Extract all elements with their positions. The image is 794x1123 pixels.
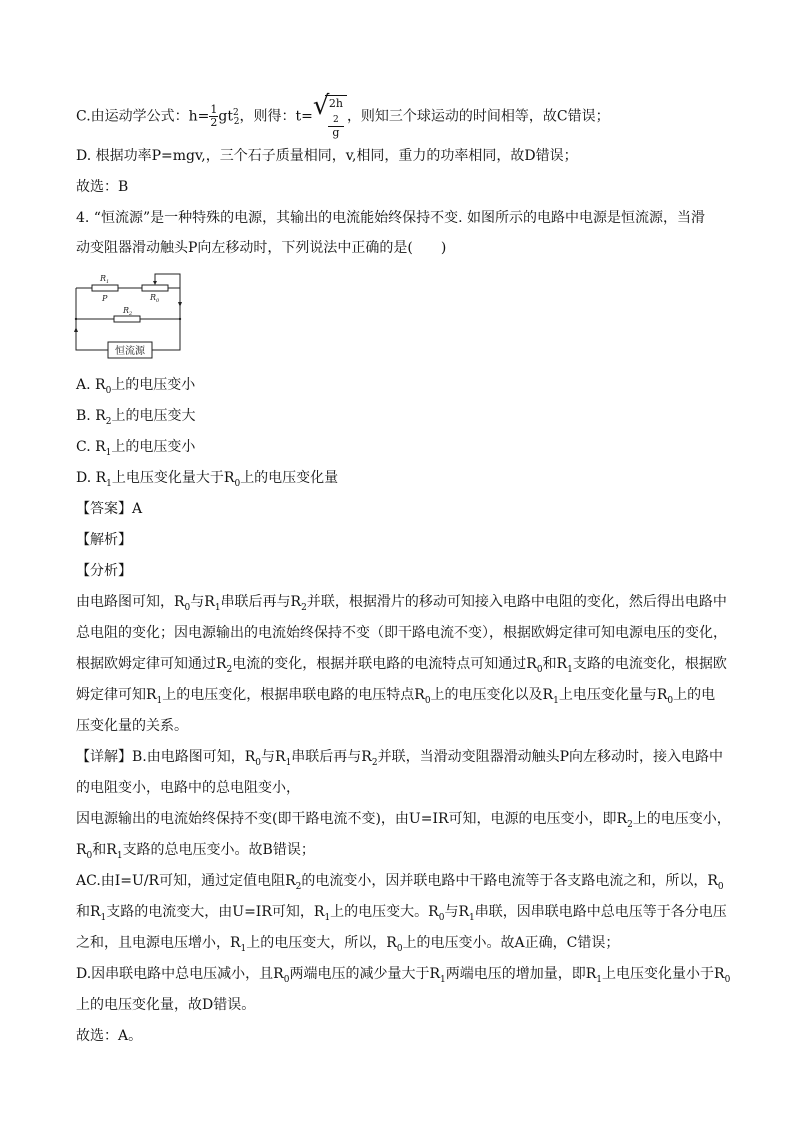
detail-line-6: 和$R_1$支路的电流变大，由U=IR可知，$R_1$上的电压变大。$R_0$与$R_1$串联，因串联电路中总电压等于各分电压 bbox=[76, 904, 727, 923]
analysis-line-5: 压变化量的关系。 bbox=[76, 718, 188, 734]
solution-line-c: C.由运动学公式：h= $\frac{1}{2}$ $gt^2_2$，则得：t= √ 2h $_2$ g ，则知三个球运动的时间相等，故C错误； bbox=[76, 90, 610, 139]
circuit-diagram bbox=[68, 264, 192, 362]
sqrt-formula: √ 2h $_2$ g bbox=[313, 95, 347, 139]
option-a: A. $R_0$上的电压变小 bbox=[76, 377, 196, 396]
analysis-line-1: 由电路图可知，$R_0$与$R_1$串联后再与$R_2$并联，根据滑片的移动可知接入电路中电阻的变化，然后得出电路中 bbox=[76, 594, 727, 613]
detail-line-9: 上的电压变化量，故D错误。 bbox=[76, 997, 256, 1013]
analysis-label: 【解析】 bbox=[76, 532, 132, 548]
detail-line-4: $R_0$和$R_1$支路的总电压变小。故B错误； bbox=[76, 842, 315, 861]
label-constant-current-source: 恒流源 bbox=[115, 346, 145, 357]
answer-label: 【答案】A bbox=[76, 501, 143, 517]
analysis-line-4: 姆定律可知$R_1$上的电压变化，根据串联电路的电压特点$R_0$上的电压变化以及$R_1$上电压变化量与$R_0$上的电 bbox=[76, 687, 716, 706]
fraction-one-half: $\frac{1}{2}$ bbox=[210, 103, 218, 130]
detail-line-7: 之和，且电源电压增小，$R_1$上的电压变大，所以，$R_0$上的电压变小。故A正确，C错误； bbox=[76, 935, 620, 954]
option-c: C. $R_1$上的电压变小 bbox=[76, 439, 196, 458]
question-line-2: 动变阻器滑动触头P向左移动时，下列说法中正确的是( ) bbox=[76, 240, 447, 256]
label-r1: $R_1$ bbox=[100, 274, 110, 285]
analysis-line-2: 总电阻的变化；因电源输出的电流始终保持不变（即干路电流不变），根据欧姆定律可知电源电压的变化， bbox=[76, 625, 727, 641]
answer-line-1: 故选：B bbox=[76, 179, 129, 195]
label-r2: $R_2$ bbox=[123, 306, 133, 317]
label-p: P bbox=[102, 294, 108, 303]
detail-line-2: 的电阻变小，电路中的总电阻变小， bbox=[76, 780, 300, 796]
option-b: B. $R_2$上的电压变大 bbox=[76, 408, 196, 427]
detail-line-3: 因电源输出的电流始终保持不变(即干路电流不变)，由U=IR可知，电源的电压变小，即$R_2$上的电压变小， bbox=[76, 811, 731, 830]
analysis-line-3: 根据欧姆定律可知通过$R_2$电流的变化，根据并联电路的电流特点可知通过$R_0$和$R_1$支路的电流变化，根据欧 bbox=[76, 656, 727, 675]
option-d: D. $R_1$上电压变化量大于$R_0$上的电压变化量 bbox=[76, 470, 339, 489]
label-r0: $R_0$ bbox=[150, 293, 160, 304]
answer-line-2: 故选：A。 bbox=[76, 1028, 143, 1044]
detail-line-5: AC.由I=U/R可知，通过定值电阻$R_2$的电流变小，因并联电路中干路电流等于各支路电流之和，所以，$R_0$ bbox=[76, 873, 724, 892]
detail-line-8: D.因串联电路中总电压减小，且$R_0$两端电压的减少量大于$R_1$两端电压的增加量，即$R_1$上电压变化量小于$R_0$ bbox=[76, 966, 731, 985]
detail-line-1: 【详解】B.由电路图可知，$R_0$与$R_1$串联后再与$R_2$并联，当滑动变阻器滑动触头P向左移动时，接入电路中 bbox=[76, 749, 723, 768]
question-line-1: 4. “恒流源”是一种特殊的电源，其输出的电流能始终保持不变. 如图所示的电路中电源是恒流源，当滑 bbox=[76, 210, 706, 226]
fenxi-label: 【分析】 bbox=[76, 563, 132, 579]
solution-line-d: D. 根据功率P=mgv,，三个石子质量相同，v,相同，重力的功率相同，故D错误； bbox=[76, 148, 578, 164]
